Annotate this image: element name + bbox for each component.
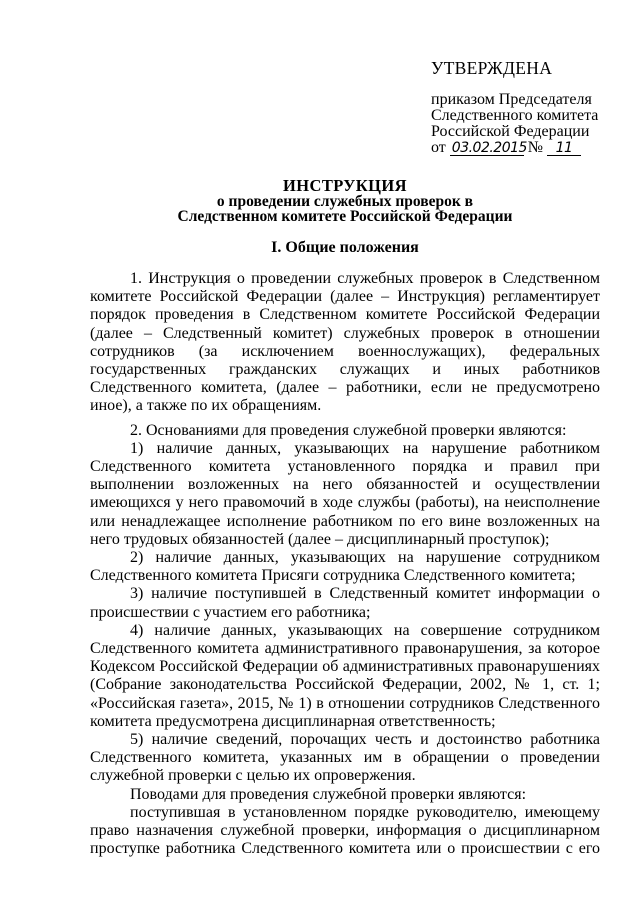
paragraph-3: Поводами для проведения служебной проверки являются: [130,785,527,803]
document-title: ИНСТРУКЦИЯ [283,176,407,195]
approval-heading: УТВЕРЖДЕНА [431,58,553,78]
approval-date-row [431,140,606,156]
document-subtitle-1: о проведении служебных проверок в [216,193,474,210]
section-heading: I. Общие положения [271,239,419,256]
paragraph-4: поступившая в установленном порядке руководителю, имеющему право назначения служебной проверки, информация о дисциплинарном проступке работника Следственного комитета или о происшествии с его [90,803,600,858]
list-item-2: 2) наличие данных, указывающих на нарушение сотрудником Следственного комитета Присяги сотрудника Следственного комитета; [90,549,600,585]
document-body [90,270,600,859]
list-item-3: 3) наличие поступившей в Следственный комитет информации о происшествии с участием его работника; [90,585,600,621]
list-item-4: 4) наличие данных, указывающих на совершение сотрудником Следственного комитета административного правонарушения, за которое Кодексом Российской Федерации об административных правонарушениях (Собрание законодательства Российской Федерации, 2002, № 1, ст. 1; «Российская газета», 2015, № 1) в отношении сотрудников Следственного комитета предусмотрена дисциплинарная ответственность; [90,621,600,730]
list-item-5: 5) наличие сведений, порочащих честь и достоинство работника Следственного комитета, указанных им в обращении о проведении служебной проверки с целью их опровержения. [90,731,600,785]
handwritten-number: 11 [547,141,581,156]
document-subtitle-2: Следственном комитете Российской Федерации [177,208,513,225]
handwritten-date: 03.02.2015 [451,140,527,156]
approval-line-3: Российской Федерации [431,123,590,140]
paragraph-2: 2. Основаниями для проведения служебной проверки являются: [130,421,567,439]
approval-line-1: приказом Председателя [431,91,592,108]
number-label: № [527,139,544,156]
date-prefix: от [431,139,446,156]
approval-stamp [431,60,606,156]
paragraph-1: 1. Инструкция о проведении служебных проверок в Следственном комитете Российской Федерации (далее – Инструкция) регламентирует порядок проведения в Следственном комитете Российской Федерации (далее – Следственный комитет) служебных проверок в отношении сотрудников (за исключением военнослужащих), федеральных государственных гражданских служащих и иных работников Следственного комитета, (далее – работники, если не предусмотрено иное), а также по их обращениям. [90,270,600,415]
approval-line-2: Следственного комитета [431,107,599,124]
list-item-1: 1) наличие данных, указывающих на нарушение работником Следственного комитета установленного порядка и правил при выполнении возложенных на него обязанностей и осуществлении имеющихся у него правомочий в ходе службы (работы), на неисполнение или ненадлежащее исполнение работником по его вине возложенных на него трудовых обязанностей (далее – дисциплинарный проступок); [90,439,600,548]
